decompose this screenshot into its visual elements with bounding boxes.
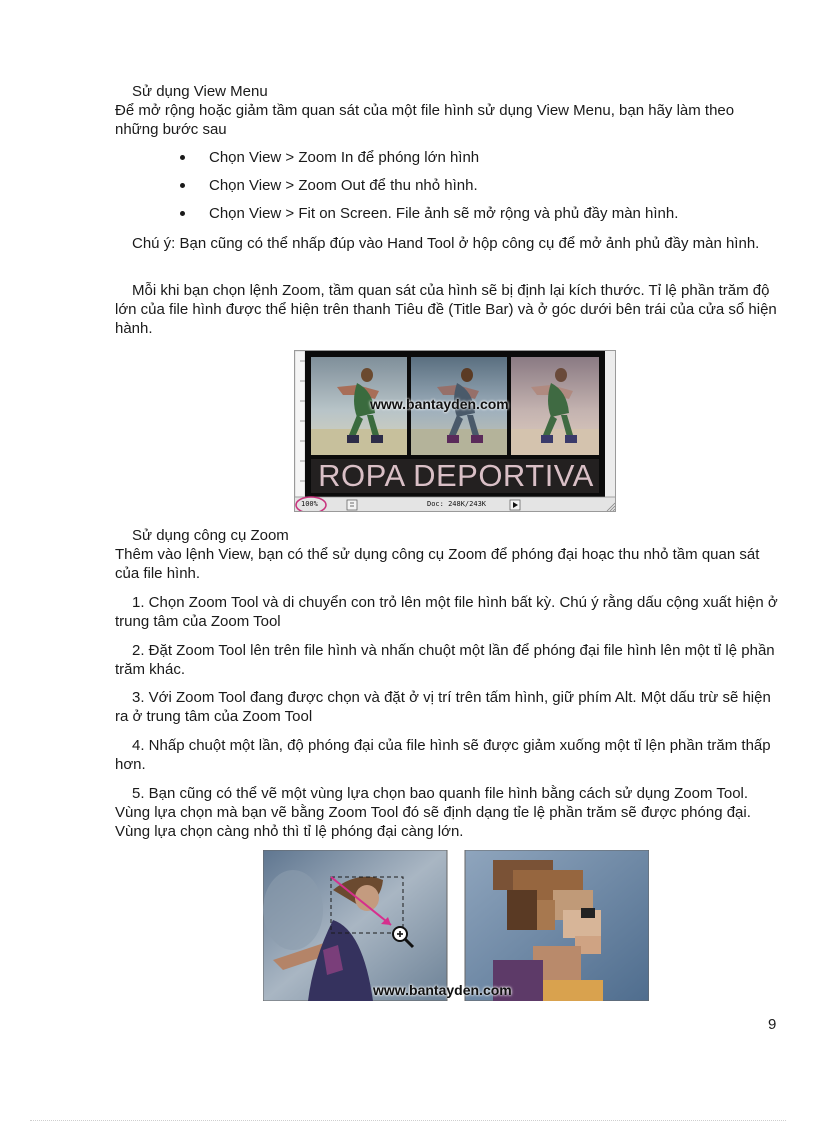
step-paragraph: 1. Chọn Zoom Tool và di chuyển con trỏ lên một file hình bất kỳ. Chú ý rằng dấu cộng xuất hiện ở trung tâm của Zoom Tool bbox=[115, 594, 778, 630]
step-paragraph: 3. Với Zoom Tool đang được chọn và đặt ở vị trí trên tấm hình, giữ phím Alt. Một dấu trừ sẽ hiện ra ở trung tâm của Zoom Tool bbox=[115, 689, 771, 725]
photoshop-window-figure bbox=[294, 350, 616, 512]
section-heading-view-menu: Sử dụng View Menu bbox=[132, 83, 268, 100]
zoom-paragraph: Mỗi khi bạn chọn lệnh Zoom, tầm quan sát của hình sẽ bị định lại kích thước. Tỉ lệ phần trăm độ lớn của file hình được thể hiện trên thanh Tiêu đề (Title Bar) và ở góc dưới bên trái của cửa sổ hiện hành. bbox=[115, 282, 777, 337]
page-bottom-rule bbox=[30, 1120, 786, 1121]
section-heading-zoom-tool: Sử dụng công cụ Zoom bbox=[132, 527, 289, 544]
watermark-text: www.bantayden.com bbox=[370, 396, 509, 412]
zoom-tool-figure bbox=[263, 850, 649, 1001]
section-intro-zoom-tool: Thêm vào lệnh View, bạn có thể sử dụng công cụ Zoom để phóng đại hoạc thu nhỏ tầm quan sát của file hình. bbox=[115, 546, 760, 582]
bullet-text: Chọn View > Fit on Screen. File ảnh sẽ mở rộng và phủ đầy màn hình. bbox=[209, 205, 679, 222]
watermark-text: www.bantayden.com bbox=[373, 982, 512, 998]
document-size-readout: Doc: 248K/243K bbox=[427, 500, 487, 508]
step-paragraph: 5. Bạn cũng có thể vẽ một vùng lựa chọn bao quanh file hình bằng cách sử dụng Zoom Tool. Vùng lựa chọn mà bạn vẽ bằng Zoom Tool đó sẽ định dạng tỉe lệ phần trăm sẽ được phóng đại. Vùng lựa chọn càng nhỏ thì tỉ lệ phóng đại càng lớn. bbox=[115, 785, 751, 840]
banner-text: ROPA DEPORTIVA bbox=[318, 458, 594, 493]
bullet-icon bbox=[180, 183, 185, 188]
note-paragraph: Chú ý: Bạn cũng có thể nhấp đúp vào Hand Tool ở hộp công cụ để mở ảnh phủ đầy màn hình. bbox=[132, 235, 760, 252]
bullet-icon bbox=[180, 155, 185, 160]
bullet-text: Chọn View > Zoom Out để thu nhỏ hình. bbox=[209, 177, 478, 194]
zoom-level-readout[interactable]: 100% bbox=[301, 500, 318, 508]
step-paragraph: 4. Nhấp chuột một lần, độ phóng đại của file hình sẽ được giảm xuống một tỉ lện phần trăm thấp hơn. bbox=[115, 737, 771, 773]
zoom-tool-illustration bbox=[263, 850, 649, 1001]
bullet-icon bbox=[180, 211, 185, 216]
bullet-text: Chọn View > Zoom In để phóng lớn hình bbox=[209, 149, 480, 166]
page-number: 9 bbox=[768, 1016, 777, 1033]
page-preview-icon[interactable] bbox=[347, 500, 357, 510]
section-intro-view-menu: Để mở rộng hoặc giảm tầm quan sát của một file hình sử dụng View Menu, bạn hãy làm theo những bước sau bbox=[115, 102, 735, 138]
step-paragraph: 2. Đặt Zoom Tool lên trên file hình và nhấn chuột một lần để phóng đại file hình lên một tỉ lệ phần trăm khác. bbox=[115, 642, 775, 678]
